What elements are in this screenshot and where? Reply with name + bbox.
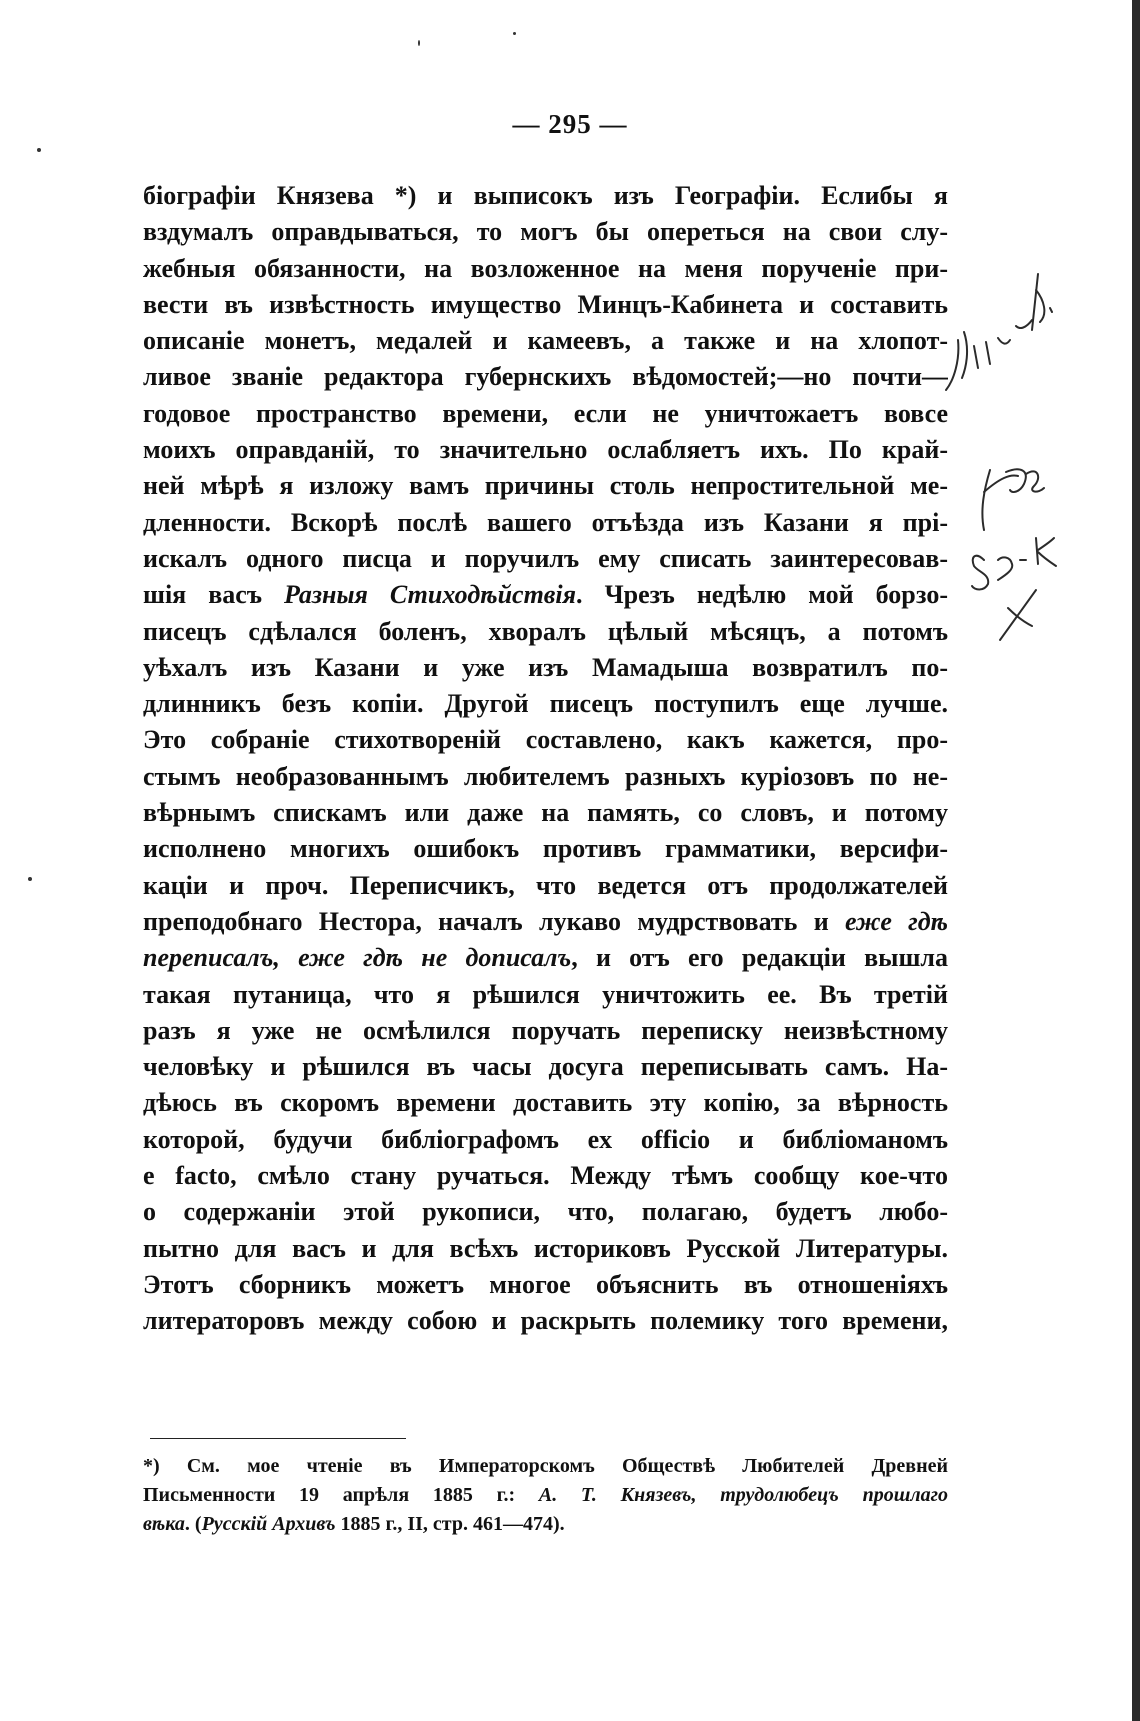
text-segment: Это собраніе стихотвореній составлено, какъ кажется, про- bbox=[143, 725, 948, 755]
pencil-scribble-4 bbox=[1000, 590, 1036, 640]
text-line bbox=[143, 1481, 948, 1510]
text-line bbox=[143, 1122, 948, 1158]
text-segment: дѣюсь въ скоромъ времени доставить эту копію, за вѣрность bbox=[143, 1088, 948, 1118]
text-segment: вести въ извѣстность имущество Минцъ-Кабинета и составить bbox=[143, 289, 948, 319]
text-segment: ливое званіе редактора губернскихъ вѣдомостей;—но почти— bbox=[143, 362, 948, 392]
text-line bbox=[143, 541, 948, 577]
text-segment: *) См. мое чтеніе въ Императорскомъ Обществѣ Любителей Древней bbox=[143, 1455, 948, 1477]
text-segment: о содержаніи этой рукописи, что, полагаю, будетъ любо- bbox=[143, 1197, 948, 1227]
footnote-divider bbox=[150, 1438, 406, 1439]
text-segment: стымъ необразованнымъ любителемъ разныхъ куріозовъ по не- bbox=[143, 761, 948, 791]
text-line bbox=[143, 795, 948, 831]
scan-edge bbox=[1132, 0, 1140, 1721]
text-segment: каціи и проч. Переписчикъ, что ведется отъ продолжателей bbox=[143, 870, 948, 900]
ink-speck bbox=[28, 877, 32, 881]
text-line bbox=[143, 1510, 948, 1539]
text-line bbox=[143, 650, 948, 686]
text-segment: 1885 г., II, стр. 461—474). bbox=[335, 1513, 565, 1535]
text-segment: шія васъ bbox=[143, 580, 285, 610]
handwritten-margin-notes bbox=[940, 260, 1140, 720]
text-segment: жебныя обязанности, на возложенное на меня порученіе при- bbox=[143, 253, 948, 283]
text-segment: которой, будучи библіографомъ ex officio и библіоманомъ bbox=[143, 1124, 948, 1154]
text-line bbox=[143, 1158, 948, 1194]
italic-segment: Разныя Стиходѣйствія bbox=[284, 580, 577, 610]
text-segment: дленности. Вскорѣ послѣ вашего отъѣзда изъ Казани я прі- bbox=[143, 507, 948, 537]
text-line bbox=[143, 1452, 948, 1481]
pencil-scribble-1 bbox=[946, 274, 1052, 390]
text-segment: длинникъ безъ копіи. Другой писецъ поступилъ еще лучше. bbox=[143, 689, 948, 719]
text-segment: исполнено многихъ ошибокъ противъ грамматики, версифи- bbox=[143, 834, 948, 864]
text-line bbox=[143, 396, 948, 432]
ink-speck bbox=[37, 148, 41, 152]
text-line bbox=[143, 722, 948, 758]
text-segment: искалъ одного писца и поручилъ ему списать заинтересовав- bbox=[143, 543, 948, 573]
text-segment: уѣхалъ изъ Казани и уже изъ Мамадыша возвратилъ по- bbox=[143, 652, 948, 682]
text-segment: пытно для васъ и для всѣхъ историковъ Русской Литературы. bbox=[143, 1233, 948, 1263]
text-line bbox=[143, 1231, 948, 1267]
footnote bbox=[143, 1452, 948, 1539]
italic-segment: Русскій Архивъ bbox=[201, 1513, 336, 1535]
text-line bbox=[143, 577, 948, 613]
text-line bbox=[143, 1267, 948, 1303]
text-segment: писецъ сдѣлался боленъ, хворалъ цѣлый мѣсяцъ, а потомъ bbox=[143, 616, 948, 646]
text-segment: описаніе монетъ, медалей и камеевъ, а также и на хлопот- bbox=[143, 326, 948, 356]
text-line bbox=[143, 1303, 948, 1339]
text-line bbox=[143, 323, 948, 359]
pencil-scribble-2 bbox=[982, 469, 1044, 530]
text-line bbox=[143, 904, 948, 940]
text-line bbox=[143, 868, 948, 904]
text-segment: моихъ оправданій, то значительно ослабляетъ ихъ. По край- bbox=[143, 435, 948, 465]
page-number: — 295 — bbox=[512, 109, 628, 139]
text-segment: ней мѣрѣ я изложу вамъ причины столь непростительной ме- bbox=[143, 471, 948, 501]
text-line bbox=[143, 468, 948, 504]
text-segment: человѣку и рѣшился въ часы досуга переписывать самъ. На- bbox=[143, 1052, 948, 1082]
text-line bbox=[143, 251, 948, 287]
text-segment: Письменности 19 апрѣля 1885 г.: bbox=[143, 1484, 539, 1506]
text-line bbox=[143, 359, 948, 395]
ink-speck bbox=[513, 32, 516, 35]
text-line bbox=[143, 831, 948, 867]
text-segment: преподобнаго Нестора, началъ лукаво мудрствовать и bbox=[143, 906, 846, 936]
text-line bbox=[143, 214, 948, 250]
text-segment: годовое пространство времени, если не уничтожаетъ вовсе bbox=[143, 398, 948, 428]
text-segment: e facto, смѣло стану ручаться. Между тѣмъ сообщу кое-что bbox=[143, 1161, 948, 1191]
text-segment: вѣрнымъ спискамъ или даже на память, со словъ, и потому bbox=[143, 798, 948, 828]
text-segment: разъ я уже не осмѣлился поручать переписку неизвѣстному bbox=[143, 1015, 948, 1045]
text-line bbox=[143, 1013, 948, 1049]
text-line bbox=[143, 759, 948, 795]
text-segment: , и отъ его редакціи вышла bbox=[571, 943, 948, 973]
text-line bbox=[143, 287, 948, 323]
text-line bbox=[143, 1194, 948, 1230]
text-line bbox=[143, 432, 948, 468]
text-line bbox=[143, 1085, 948, 1121]
text-line bbox=[143, 1049, 948, 1085]
text-segment: Этотъ сборникъ можетъ многое объяснить въ отношеніяхъ bbox=[143, 1269, 948, 1299]
text-line bbox=[143, 686, 948, 722]
italic-segment: переписалъ, еже гдѣ не дописалъ bbox=[143, 943, 572, 973]
text-segment: литераторовъ между собою и раскрыть полемику того времени, bbox=[143, 1306, 948, 1336]
text-segment: такая путаница, что я рѣшился уничтожить ее. Въ третій bbox=[143, 979, 948, 1009]
text-segment: . Чрезъ недѣлю мой борзо- bbox=[576, 580, 948, 610]
italic-segment: А. Т. Князевъ, трудолюбецъ прошлаго bbox=[538, 1484, 948, 1506]
pencil-scribble-3 bbox=[972, 538, 1056, 590]
text-segment: біографіи Князева *) и выписокъ изъ Географіи. Еслибы я bbox=[143, 181, 948, 210]
text-line bbox=[143, 505, 948, 541]
body-text bbox=[143, 178, 948, 1340]
text-segment: вздумалъ оправдываться, то могъ бы опереться на свои слу- bbox=[143, 217, 948, 247]
text-segment: . ( bbox=[184, 1513, 202, 1535]
italic-segment: вѣка bbox=[143, 1513, 185, 1535]
italic-segment: еже гдѣ bbox=[845, 906, 948, 936]
text-line bbox=[143, 977, 948, 1013]
ink-speck bbox=[418, 40, 420, 46]
text-line bbox=[143, 940, 948, 976]
text-line bbox=[143, 178, 948, 214]
text-line bbox=[143, 614, 948, 650]
